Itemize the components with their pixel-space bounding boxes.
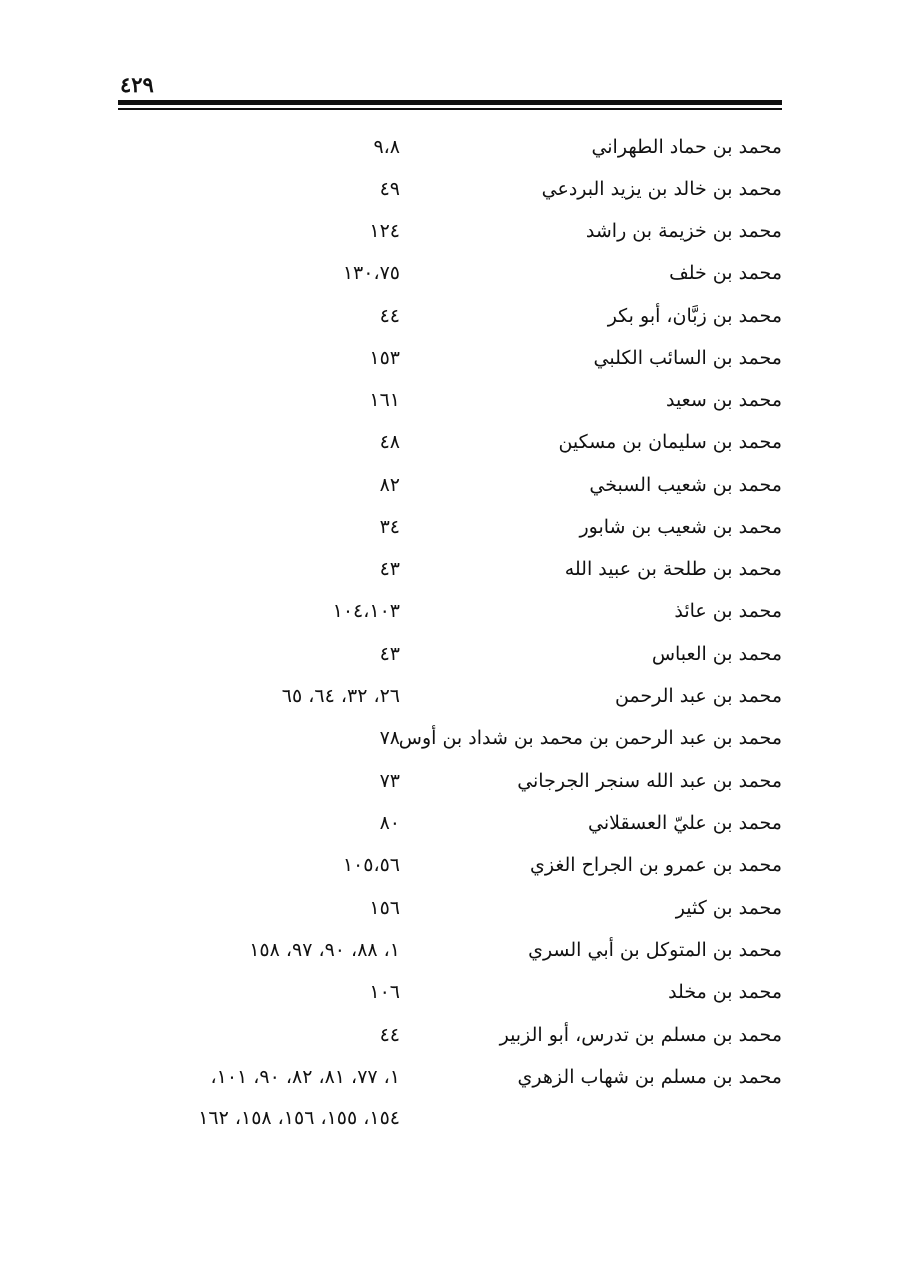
- index-entry: [0, 132, 900, 172]
- entry-name: محمد بن كثير: [675, 897, 782, 919]
- entry-name: محمد بن عبد الرحمن بن محمد بن شداد بن أوس: [398, 727, 782, 749]
- entry-name: محمد بن مسلم بن شهاب الزهري: [517, 1066, 782, 1088]
- index-entry: [0, 681, 900, 721]
- entry-name: محمد بن مخلد: [668, 981, 782, 1003]
- entry-pages-line: ١، ٧٧، ٨١، ٨٢، ٩٠، ١٠١،: [210, 1066, 400, 1088]
- index-entry: [0, 850, 900, 890]
- entry-pages: ٤٩: [379, 178, 400, 200]
- index-entry: [0, 258, 900, 298]
- index-entry: [0, 512, 900, 552]
- entry-name: محمد بن السائب الكلبي: [593, 347, 782, 369]
- entry-pages: ١٦١: [369, 389, 400, 411]
- entry-pages: ٢٦، ٣٢، ٦٤، ٦٥: [281, 685, 400, 707]
- page-number: ٤٢٩: [120, 72, 154, 97]
- index-entry: [0, 1062, 900, 1142]
- entry-name: محمد بن عبد الرحمن: [614, 685, 782, 707]
- index-entry: [0, 301, 900, 341]
- entry-pages: ٨٢: [379, 474, 400, 496]
- index-entry: [0, 723, 900, 763]
- entry-pages: ١٠٥،٥٦: [342, 854, 400, 876]
- entry-name: محمد بن شعيب بن شابور: [579, 516, 782, 538]
- entry-pages: ٤٨: [379, 431, 400, 453]
- entry-pages: ١، ٨٨، ٩٠، ٩٧، ١٥٨: [249, 939, 400, 961]
- entry-name: محمد بن العباس: [651, 643, 782, 665]
- index-entry: [0, 470, 900, 510]
- index-entry: [0, 1020, 900, 1060]
- entry-name: محمد بن شعيب السبخي: [589, 474, 782, 496]
- entry-pages: ٤٤: [379, 305, 400, 327]
- header-rule-thin: [118, 108, 782, 110]
- entry-name: محمد بن سعيد: [665, 389, 782, 411]
- entry-pages: ١٢٤: [369, 220, 400, 242]
- entry-pages: [198, 1062, 400, 1133]
- entry-name: محمد بن طلحة بن عبيد الله: [564, 558, 782, 580]
- index-entry: [0, 808, 900, 848]
- entry-name: محمد بن خزيمة بن راشد: [585, 220, 782, 242]
- entry-pages: ٧٣: [379, 770, 400, 792]
- index-entry: [0, 935, 900, 975]
- entry-name: محمد بن حماد الطهراني: [591, 136, 782, 158]
- entry-name: محمد بن خالد بن يزيد البردعي: [541, 178, 782, 200]
- entry-name: محمد بن عليّ العسقلاني: [588, 812, 782, 834]
- entry-pages: ٧٨: [379, 727, 400, 749]
- index-entry: [0, 554, 900, 594]
- entry-pages: ١٠٤،١٠٣: [332, 600, 400, 622]
- header-rule-thick: [118, 100, 782, 105]
- index-entry: [0, 639, 900, 679]
- entry-name: محمد بن زبَّان، أبو بكر: [607, 305, 782, 327]
- entry-name: محمد بن عائذ: [674, 600, 782, 622]
- index-entry: [0, 766, 900, 806]
- entry-name: محمد بن عبد الله سنجر الجرجاني: [517, 770, 782, 792]
- entry-pages: ٨٠: [379, 812, 400, 834]
- entry-pages: ٩،٨: [373, 136, 400, 158]
- index-entry: [0, 343, 900, 383]
- index-entry: [0, 596, 900, 636]
- entry-name: محمد بن سليمان بن مسكين: [558, 431, 782, 453]
- entry-pages: ١٥٣: [369, 347, 400, 369]
- index-entry: [0, 216, 900, 256]
- index-entry: [0, 427, 900, 467]
- entry-pages: ١٣٠،٧٥: [342, 262, 400, 284]
- entry-name: محمد بن عمرو بن الجراح الغزي: [529, 854, 782, 876]
- entry-name: محمد بن المتوكل بن أبي السري: [528, 939, 782, 961]
- index-entry: [0, 174, 900, 214]
- index-entry: [0, 977, 900, 1017]
- entry-name: محمد بن خلف: [669, 262, 782, 284]
- entry-name: محمد بن مسلم بن تدرس، أبو الزبير: [499, 1024, 782, 1046]
- entry-pages: ١٠٦: [369, 981, 400, 1003]
- entry-pages-continuation: ١٥٤، ١٥٥، ١٥٦، ١٥٨، ١٦٢: [198, 1107, 400, 1129]
- entry-pages: ١٥٦: [369, 897, 400, 919]
- entry-pages: ٣٤: [379, 516, 400, 538]
- index-entry: [0, 385, 900, 425]
- index-entry: [0, 893, 900, 933]
- entry-pages: ٤٣: [379, 558, 400, 580]
- entry-pages: ٤٤: [379, 1024, 400, 1046]
- entry-pages: ٤٣: [379, 643, 400, 665]
